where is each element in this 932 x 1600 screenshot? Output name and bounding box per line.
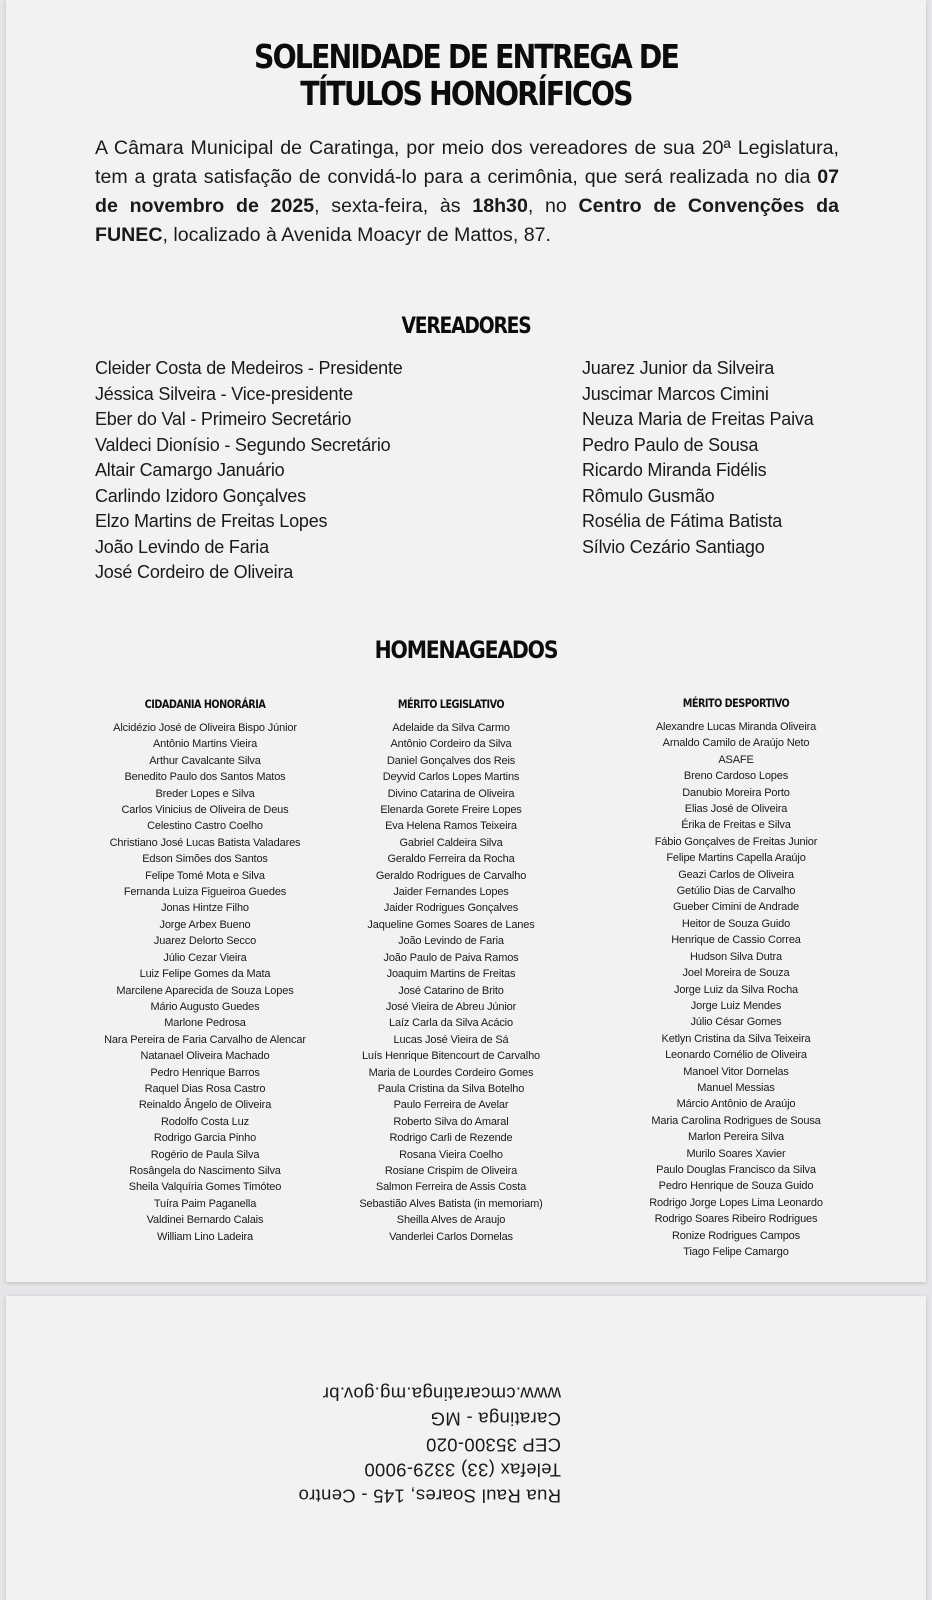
vereador-item: Altair Camargo Januário xyxy=(95,460,285,480)
honoree-item: Maria de Lourdes Cordeiro Gomes xyxy=(368,1066,534,1079)
honoree-item: Tuíra Paim Paganella xyxy=(153,1197,257,1210)
honoree-item: Celestino Castro Coelho xyxy=(147,820,263,833)
honoree-item: Nara Pereira de Faria Carvalho de Alencar xyxy=(104,1033,306,1046)
invitation-page xyxy=(6,0,926,1282)
honoree-item: Heitor de Souza Guido xyxy=(681,917,791,930)
vereador-item: Neuza Maria de Freitas Paiva xyxy=(582,409,814,429)
honoree-item: Rodrigo Garcia Pinho xyxy=(153,1132,257,1145)
intro-part-4: , localizado à Avenida Moacyr de Mattos, 87. xyxy=(162,224,551,246)
honoree-item: Antônio Cordeiro da Silva xyxy=(390,738,512,751)
address-website: www.cmcaratinga.mg.gov.br xyxy=(322,1383,561,1405)
honoree-item: Júlio César Gomes xyxy=(690,1016,782,1029)
honoree-item: Rodrigo Soares Ribeiro Rodrigues xyxy=(654,1213,818,1226)
address-cep: CEP 35300-020 xyxy=(425,1434,561,1456)
vereadores-list-left xyxy=(95,356,403,586)
honoree-item: Paulo Douglas Francisco da Silva xyxy=(656,1163,816,1176)
honoree-item: Geraldo Ferreira da Rocha xyxy=(387,853,515,866)
honoree-item: José Vieira de Abreu Júnior xyxy=(385,1000,517,1013)
honoree-item: Sheilla Alves de Araujo xyxy=(396,1214,506,1227)
event-time: 18h30 xyxy=(472,195,528,217)
cidadania-honoraria-list xyxy=(80,720,330,1245)
honoree-item: Maria Carolina Rodrigues de Sousa xyxy=(651,1114,821,1127)
honoree-item: João Paulo de Paiva Ramos xyxy=(383,951,519,964)
vereador-item: Juarez Junior da Silveira xyxy=(582,358,775,378)
honoree-item: Joel Moreira de Souza xyxy=(682,967,790,980)
honoree-item: Salmon Ferreira de Assis Costa xyxy=(375,1181,527,1194)
honoree-item: Júlio Cezar Vieira xyxy=(163,951,247,964)
honoree-item: Edson Simões dos Santos xyxy=(142,853,268,866)
honoree-item: Vanderlei Carlos Dornelas xyxy=(389,1230,513,1243)
honoree-item: Luís Henrique Bitencourt de Carvalho xyxy=(361,1050,541,1063)
honoree-item: Paulo Ferreira de Avelar xyxy=(393,1099,509,1112)
honoree-item: Pedro Henrique de Souza Guido xyxy=(658,1180,814,1193)
honoree-item: Juarez Delorto Secco xyxy=(153,935,257,948)
honoree-item: Érika de Freitas e Silva xyxy=(681,819,791,832)
intro-part-2: , sexta-feira, às xyxy=(314,195,473,217)
honoree-item: Antônio Martins Vieira xyxy=(152,738,258,751)
honoree-item: Lucas José Vieira de Sá xyxy=(393,1033,509,1046)
honoree-item: Elias José de Oliveira xyxy=(684,803,788,816)
honoree-item: Carlos Vinicius de Oliveira de Deus xyxy=(121,804,289,817)
honoree-item: Luiz Felipe Gomes da Mata xyxy=(139,968,271,981)
honoree-item: Elenarda Gorete Freire Lopes xyxy=(380,804,522,817)
honoree-item: Jaider Fernandes Lopes xyxy=(393,886,509,899)
honoree-item: Daniel Gonçalves dos Reis xyxy=(386,754,516,767)
vereador-item: João Levindo de Faria xyxy=(95,536,269,557)
honoree-item: Jaider Rodrigues Gonçalves xyxy=(383,902,519,915)
address-city: Caratinga - MG xyxy=(430,1409,561,1430)
honoree-item: Raquel Dias Rosa Castro xyxy=(144,1082,266,1095)
honoree-item: Roberto Silva do Amaral xyxy=(393,1115,509,1128)
merito-legislativo-list xyxy=(326,720,576,1245)
honoree-item: Gueber Cimini de Andrade xyxy=(672,901,800,914)
honoree-item: Alcidézio José de Oliveira Bispo Júnior xyxy=(113,722,297,734)
address-street: Rua Raul Soares, 145 - Centro xyxy=(298,1485,561,1507)
honoree-item: Getúlio Dias de Carvalho xyxy=(676,885,796,898)
honoree-item: Breno Cardoso Lopes xyxy=(683,770,789,783)
merito-desportivo-list xyxy=(611,719,861,1260)
honoree-item: José Catarino de Brito xyxy=(398,984,504,997)
vereador-item: Eber do Val - Primeiro Secretário xyxy=(95,409,352,429)
honoree-item: Hudson Silva Dutra xyxy=(689,950,783,963)
honoree-item: Joaquim Martins de Freitas xyxy=(386,968,516,981)
honoree-item: Arthur Cavalcante Silva xyxy=(149,754,261,767)
honoree-item: Leonardo Cornélio de Oliveira xyxy=(665,1049,807,1062)
vereador-item: Cleider Costa de Medeiros - Presidente xyxy=(95,358,403,378)
honoree-item: Jorge Luiz Mendes xyxy=(690,999,782,1012)
honoree-item: Fábio Gonçalves de Freitas Junior xyxy=(654,835,818,848)
merito-desportivo-column xyxy=(611,696,861,1260)
merito-legislativo-heading: MÉRITO LEGISLATIVO xyxy=(397,697,505,711)
cidadania-honoraria-heading: CIDADANIA HONORÁRIA xyxy=(144,697,266,711)
merito-desportivo-heading: MÉRITO DESPORTIVO xyxy=(682,696,790,710)
honoree-item: Adelaide da Silva Carmo xyxy=(392,722,510,734)
honoree-item: Tiago Felipe Camargo xyxy=(683,1246,789,1258)
honoree-item: Danubio Moreira Porto xyxy=(682,786,790,799)
vereador-item: Juscimar Marcos Cimini xyxy=(582,383,769,404)
honoree-item: Divino Catarina de Oliveira xyxy=(387,787,515,800)
honoree-item: Geraldo Rodrigues de Carvalho xyxy=(375,869,527,882)
honoree-item: Rosana Vieira Coelho xyxy=(399,1148,503,1161)
homenageados-heading: HOMENAGEADOS xyxy=(374,636,558,664)
vereador-item: Ricardo Miranda Fidélis xyxy=(582,460,767,480)
honoree-item: Jaqueline Gomes Soares de Lanes xyxy=(367,918,535,931)
honoree-item: Alexandre Lucas Miranda Oliveira xyxy=(655,721,817,733)
honoree-item: Pedro Henrique Barros xyxy=(150,1066,260,1079)
vereador-item: Pedro Paulo de Sousa xyxy=(582,434,759,455)
page-title xyxy=(70,38,861,112)
honoree-item: Rodrigo Jorge Lopes Lima Leonardo xyxy=(649,1196,823,1209)
honoree-item: Marcilene Aparecida de Souza Lopes xyxy=(116,984,294,997)
honoree-item: Rodrigo Carli de Rezende xyxy=(389,1132,513,1145)
honoree-item: Valdinei Bernardo Calais xyxy=(146,1214,264,1227)
vereador-item: Rosélia de Fátima Batista xyxy=(582,511,783,531)
honoree-item: Rodolfo Costa Luz xyxy=(161,1115,249,1128)
honoree-item: Geazi Carlos de Oliveira xyxy=(678,868,794,881)
honoree-item: João Levindo de Faria xyxy=(398,935,504,948)
event-venue: Centro de Convenções da FUNEC xyxy=(95,195,839,246)
honoree-item: Benedito Paulo dos Santos Matos xyxy=(124,771,286,784)
honoree-item: Ronize Rodrigues Campos xyxy=(671,1229,800,1242)
event-date: 07 de novembro de 2025 xyxy=(95,166,839,217)
vereador-item: Jéssica Silveira - Vice-presidente xyxy=(95,383,353,404)
honoree-item: Marlon Pereira Silva xyxy=(687,1131,785,1144)
honoree-item: Natanael Oliveira Machado xyxy=(140,1050,270,1063)
address-page xyxy=(6,1296,926,1600)
address-block xyxy=(6,1381,926,1509)
address-phone: Telefax (33) 3329-9000 xyxy=(364,1460,561,1481)
vereador-item: José Cordeiro de Oliveira xyxy=(95,562,294,582)
honoree-item: Manuel Messias xyxy=(697,1081,775,1094)
honoree-item: Deyvid Carlos Lopes Martins xyxy=(382,771,520,784)
honoree-item: Felipe Martins Capella Araújo xyxy=(666,852,806,865)
honoree-item: Sebastião Alves Batista (in memoriam) xyxy=(359,1197,543,1210)
vereador-item: Elzo Martins de Freitas Lopes xyxy=(95,511,328,531)
title-line-2: TÍTULOS HONORÍFICOS xyxy=(300,74,632,113)
vereadores-list-right xyxy=(582,356,814,560)
honoree-item: Jorge Arbex Bueno xyxy=(159,918,251,931)
honoree-item: Breder Lopes e Silva xyxy=(155,787,255,800)
honoree-item: Márcio Antônio de Araújo xyxy=(676,1098,796,1111)
intro-part-1: A Câmara Municipal de Caratinga, por meio dos vereadores de sua 20ª Legislatura, tem a grata satisfação de convidá-lo para a cerimônia, que será realizada no dia xyxy=(95,137,839,188)
cidadania-honoraria-column xyxy=(80,697,330,1245)
merito-legislativo-column xyxy=(326,697,576,1245)
honoree-item: Sheila Valquíria Gomes Timóteo xyxy=(128,1181,282,1194)
title-line-1: SOLENIDADE DE ENTREGA DE xyxy=(254,37,678,76)
honoree-item: Jonas Hintze Filho xyxy=(161,902,249,915)
vereador-item: Sílvio Cezário Santiago xyxy=(582,536,765,557)
honoree-item: Rogério de Paula Silva xyxy=(150,1148,260,1161)
honoree-item: Christiano José Lucas Batista Valadares xyxy=(109,836,301,849)
honoree-item: Mário Augusto Guedes xyxy=(150,1000,260,1013)
honoree-item: Laíz Carla da Silva Acácio xyxy=(389,1017,513,1030)
honoree-item: Rosiane Crispim de Oliveira xyxy=(384,1164,518,1177)
honoree-item: Arnaldo Camilo de Araújo Neto xyxy=(662,737,810,750)
honoree-item: Ketlyn Cristina da Silva Teixeira xyxy=(661,1032,811,1045)
honoree-item: Marlone Pedrosa xyxy=(164,1017,246,1030)
honoree-item: Fernanda Luiza Figueiroa Guedes xyxy=(123,886,287,899)
honoree-item: Henrique de Cassio Correa xyxy=(671,934,801,947)
honoree-item: Paula Cristina da Silva Botelho xyxy=(377,1082,525,1095)
vereador-item: Valdeci Dionísio - Segundo Secretário xyxy=(95,434,391,455)
honoree-item: Jorge Luiz da Silva Rocha xyxy=(673,983,799,996)
vereador-item: Carlindo Izidoro Gonçalves xyxy=(95,485,306,506)
vereador-item: Rômulo Gusmão xyxy=(582,485,715,506)
vereadores-heading: VEREADORES xyxy=(401,314,531,339)
honoree-item: Manoel Vitor Dornelas xyxy=(683,1065,789,1078)
honoree-item: Murilo Soares Xavier xyxy=(686,1147,786,1160)
honoree-item: Gabriel Caldeira Silva xyxy=(399,836,503,849)
honoree-item: Reinaldo Ângelo de Oliveira xyxy=(138,1099,272,1112)
honoree-item: Eva Helena Ramos Teixeira xyxy=(385,820,517,833)
intro-part-3: , no xyxy=(527,195,579,217)
invitation-text xyxy=(95,134,839,250)
honoree-item: William Lino Ladeira xyxy=(156,1230,254,1243)
honoree-item: ASAFE xyxy=(718,753,754,766)
honoree-item: Rosângela do Nascimento Silva xyxy=(129,1164,281,1177)
honoree-item: Felipe Tomé Mota e Silva xyxy=(145,869,265,882)
